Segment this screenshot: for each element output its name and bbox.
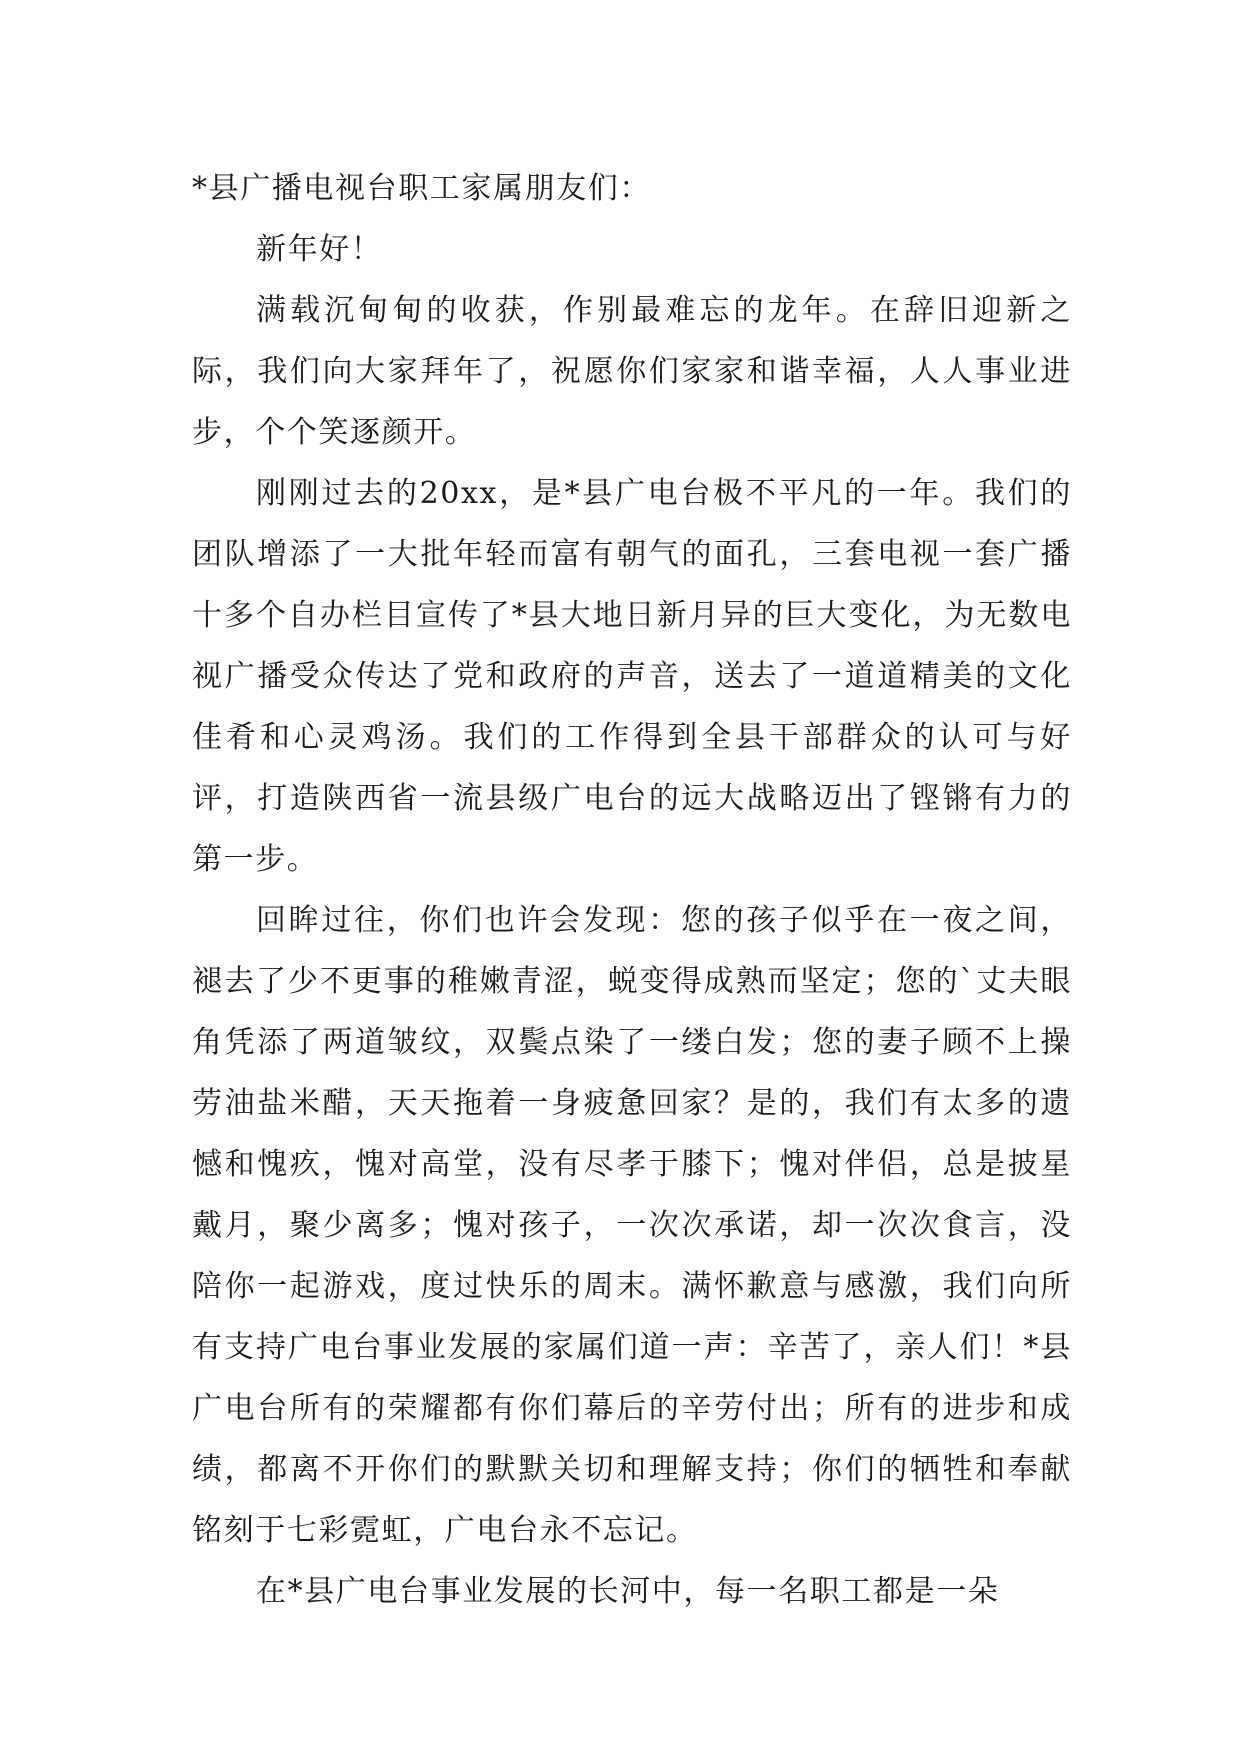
salutation: *县广播电视台职工家属朋友们：	[192, 171, 651, 206]
letter-body	[192, 158, 1072, 1622]
year-review-paragraph: 刚刚过去的20xx，是*县广电台极不平凡的一年。我们的团队增添了一大批年轻而富有朝气的面孔，三套电视一套广播十多个自办栏目宣传了*县大地日新月异的巨大变化，为无数电视广播受众传达了党和政府的声音，送去了一道道精美的文化佳肴和心灵鸡汤。我们的工作得到全县干部群众的认可与好评，打造陕西省一流县级广电台的远大战略迈出了铿锵有力的第一步。	[192, 476, 1072, 877]
gratitude-to-families-paragraph: 回眸过往，你们也许会发现：您的孩子似乎在一夜之间，褪去了少不更事的稚嫩青涩，蜕变得成熟而坚定；您的`丈夫眼角凭添了两道皱纹，双鬓点染了一缕白发；您的妻子顾不上操劳油盐米醋，天天拖着一身疲惫回家？是的，我们有太多的遗憾和愧疚，愧对高堂，没有尽孝于膝下；愧对伴侣，总是披星戴月，聚少离多；愧对孩子，一次次承诺，却一次次食言，没陪你一起游戏，度过快乐的周末。满怀歉意与感激，我们向所有支持广电台事业发展的家属们道一声：辛苦了，亲人们！*县广电台所有的荣耀都有你们幕后的辛劳付出；所有的进步和成绩，都离不开你们的默默关切和理解支持；你们的牺牲和奉献铭刻于七彩霓虹，广电台永不忘记。	[192, 903, 1072, 1548]
closing-paragraph: 在*县广电台事业发展的长河中，每一名职工都是一朵	[256, 1574, 1000, 1609]
greeting-paragraph: 新年好！	[256, 232, 383, 267]
new-year-wishes-paragraph: 满载沉甸甸的收获，作别最难忘的龙年。在辞旧迎新之际，我们向大家拜年了，祝愿你们家家和谐幸福，人人事业进步，个个笑逐颜开。	[192, 293, 1072, 450]
